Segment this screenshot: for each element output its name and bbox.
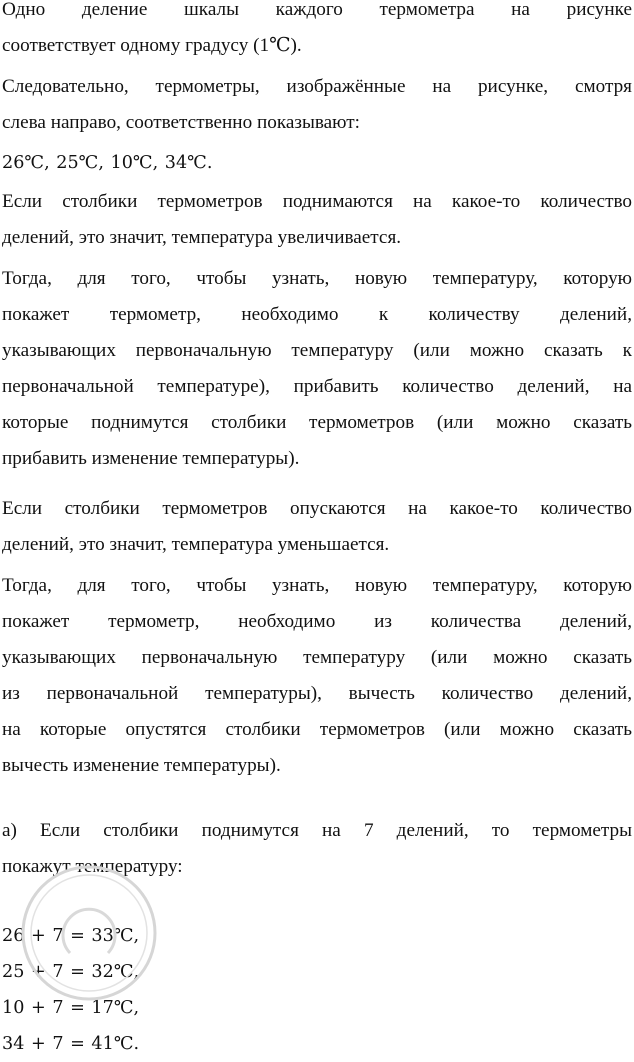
equation-line: 25 + 7 = 32℃,: [2, 962, 140, 982]
intro-paragraph: [2, 0, 632, 64]
text-line: на которые опустятся столбики термометров (или можно сказать: [2, 719, 632, 740]
text-line: делений, это значит, температура увеличивается.: [2, 227, 402, 248]
text-line: слева направо, соответственно показывают:: [2, 112, 360, 133]
text-line: покажет термометр, необходимо из количества делений,: [2, 611, 632, 632]
text-line: а) Если столбики поднимутся на 7 делений, то термометры: [2, 820, 632, 841]
text-line: Если столбики термометров поднимаются на какое-то количество: [2, 191, 632, 212]
text-line: Тогда, для того, чтобы узнать, новую температуру, которую: [2, 268, 632, 289]
text-line: вычесть изменение температуры).: [2, 755, 281, 776]
equation-line: 26 + 7 = 33℃,: [2, 926, 140, 946]
text-line: указывающих первоначальную температуру (или можно сказать к: [2, 340, 632, 361]
text-line: указывающих первоначальную температуру (или можно сказать: [2, 647, 632, 668]
readings-formula: 26℃, 25℃, 10℃, 34℃.: [2, 153, 213, 173]
text-line: покажут температуру:: [2, 856, 183, 877]
text-line: из первоначальной температуры), вычесть количество делений,: [2, 683, 632, 704]
text-line: Тогда, для того, чтобы узнать, новую температуру, которую: [2, 575, 632, 596]
equation-line: 10 + 7 = 17℃,: [2, 998, 140, 1018]
text-line: делений, это значит, температура уменьшается.: [2, 534, 390, 555]
fall-method-paragraph: [2, 568, 632, 784]
text-line: покажет термометр, необходимо к количеству делений,: [2, 304, 632, 325]
fall-rule-paragraph: [2, 491, 632, 563]
text-line: которые поднимутся столбики термометров (или можно сказать: [2, 412, 632, 433]
text-line: Если столбики термометров опускаются на какое-то количество: [2, 498, 632, 519]
conclusion-paragraph: [2, 69, 632, 141]
part-a-equations: [2, 918, 632, 1062]
text-line: Одно деление шкалы каждого термометра на рисунке: [2, 0, 632, 20]
part-a-heading: [2, 813, 632, 885]
rise-method-paragraph: [2, 261, 632, 477]
readings-line: [2, 145, 632, 181]
equation-line: 34 + 7 = 41℃.: [2, 1034, 140, 1054]
text-line: прибавить изменение температуры).: [2, 448, 300, 469]
text-line: соответствует одному градусу (1℃).: [2, 35, 302, 56]
rise-rule-paragraph: [2, 184, 632, 256]
text-line: первоначальной температуре), прибавить количество делений, на: [2, 376, 632, 397]
text-line: Следовательно, термометры, изображённые на рисунке, смотря: [2, 76, 632, 97]
